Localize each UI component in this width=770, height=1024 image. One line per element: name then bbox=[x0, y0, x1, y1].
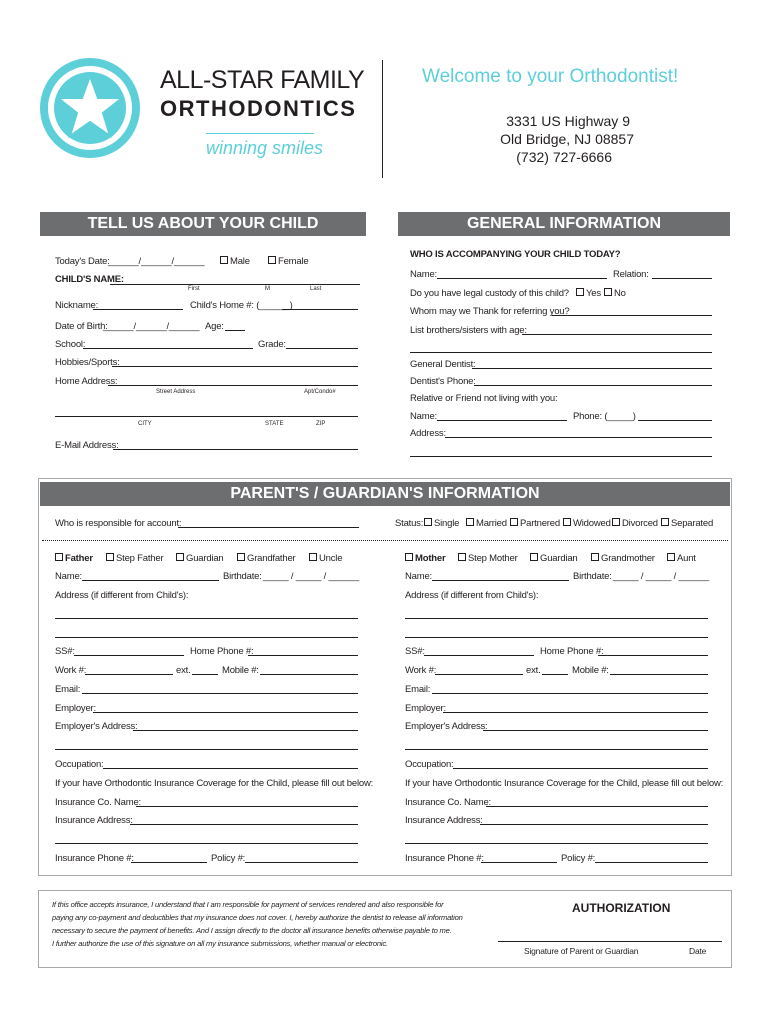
child-section-header: TELL US ABOUT YOUR CHILD bbox=[40, 212, 366, 236]
right-insurance-note: If your have Orthodontic Insurance Coverage for the Child, please fill out below: bbox=[405, 778, 724, 789]
uncle-checkbox[interactable] bbox=[309, 553, 342, 564]
right-occupation-label: Occupation: bbox=[405, 759, 454, 770]
guardian-right-label: Guardian bbox=[540, 553, 578, 564]
childs-name-label: CHILD'S NAME: bbox=[55, 274, 124, 285]
no-label: No bbox=[614, 288, 626, 299]
auth-text-line2: paying any co-payment and deductibles that my insurance does not cover. I, hereby authorize the dentist to release all information bbox=[52, 913, 463, 922]
relation-label: Relation: bbox=[613, 269, 649, 280]
left-occupation-field[interactable] bbox=[103, 768, 358, 769]
left-ext-field[interactable] bbox=[192, 674, 218, 675]
right-address-field-2[interactable] bbox=[405, 637, 708, 638]
relation-field[interactable] bbox=[652, 278, 712, 279]
right-policy-label: Policy #: bbox=[561, 853, 596, 864]
responsible-label: Who is responsible for account: bbox=[55, 518, 182, 529]
right-work-field[interactable] bbox=[435, 674, 523, 675]
dob-field[interactable]: ______/______/______ bbox=[103, 321, 200, 332]
office-phone: (732) 727-6666 bbox=[516, 149, 612, 165]
right-employer-address-field-2[interactable] bbox=[405, 749, 708, 750]
guardian-left-label: Guardian bbox=[186, 553, 224, 564]
signature-field[interactable] bbox=[498, 941, 722, 942]
left-mobile-label: Mobile #: bbox=[222, 665, 259, 676]
left-insurance-name-label: Insurance Co. Name: bbox=[55, 797, 141, 808]
left-email-field[interactable] bbox=[82, 693, 358, 694]
left-employer-address-field-2[interactable] bbox=[55, 749, 358, 750]
email-label: E-Mail Address: bbox=[55, 440, 119, 451]
welcome-title: Welcome to your Orthodontist! bbox=[422, 66, 679, 87]
brand-tagline: winning smiles bbox=[206, 138, 324, 158]
header-vertical-divider bbox=[382, 60, 383, 178]
star-circle-icon bbox=[40, 58, 140, 158]
relative-address-field-2[interactable] bbox=[410, 456, 712, 457]
right-ss-label: SS#: bbox=[405, 646, 425, 657]
signature-label: Signature of Parent or Guardian bbox=[524, 946, 639, 956]
yes-label: Yes bbox=[586, 288, 601, 299]
auth-text-line3: necessary to secure the payment of benefits. And I assign directly to the doctor all insurance benefits otherwise payable to me. bbox=[52, 926, 452, 935]
left-insurance-address-label: Insurance Address: bbox=[55, 815, 133, 826]
uncle-label: Uncle bbox=[319, 553, 343, 564]
auth-text-line4: I further authorize the use of this signature on all my insurance submissions, whether manual or electronic. bbox=[52, 939, 388, 948]
left-address-field[interactable] bbox=[55, 618, 358, 619]
status-single-label: Single bbox=[434, 518, 460, 529]
zip-hint: ZIP bbox=[316, 421, 326, 427]
right-address-label: Address (if different from Child's): bbox=[405, 590, 539, 601]
office-address2: Old Bridge, NJ 08857 bbox=[500, 131, 634, 147]
left-ss-field[interactable] bbox=[74, 655, 184, 656]
city-state-zip-field[interactable] bbox=[55, 416, 358, 417]
email-field[interactable] bbox=[113, 449, 358, 450]
left-insurance-phone-label: Insurance Phone #: bbox=[55, 853, 134, 864]
status-label: Status: bbox=[395, 518, 424, 529]
auth-text-line1: If this office accepts insurance, I understand that I am responsible for payment of services rendered and also responsible for bbox=[52, 900, 444, 909]
apt-hint: Apt/Condo# bbox=[304, 389, 336, 395]
middle-initial-hint: M bbox=[265, 286, 270, 292]
left-occupation-label: Occupation: bbox=[55, 759, 104, 770]
right-insurance-phone-label: Insurance Phone #: bbox=[405, 853, 484, 864]
relative-name-label: Name: bbox=[410, 411, 437, 422]
referring-label: Whom may we Thank for referring you? bbox=[410, 306, 570, 317]
right-insurance-address-field[interactable] bbox=[480, 824, 708, 825]
right-occupation-field[interactable] bbox=[453, 768, 708, 769]
left-employer-field[interactable] bbox=[93, 712, 358, 713]
dentist-phone-field[interactable] bbox=[474, 385, 712, 386]
father-label: Father bbox=[65, 553, 93, 564]
right-work-label: Work #: bbox=[405, 665, 437, 676]
left-insurance-note: If your have Orthodontic Insurance Coverage for the Child, please fill out below: bbox=[55, 778, 374, 789]
right-employer-address-field[interactable] bbox=[483, 730, 708, 731]
grandmother-checkbox[interactable] bbox=[591, 553, 655, 564]
brand-name-line1: ALL-STAR FAMILY bbox=[160, 66, 365, 94]
right-insurance-phone-field[interactable] bbox=[481, 862, 557, 863]
status-widowed-label: Widowed bbox=[573, 518, 611, 529]
date-label: Date bbox=[689, 946, 707, 956]
status-single-checkbox[interactable] bbox=[424, 518, 459, 529]
grandfather-checkbox[interactable] bbox=[237, 553, 296, 564]
left-ext-label: ext. bbox=[176, 665, 191, 676]
city-hint: CITY bbox=[138, 421, 152, 427]
left-work-field[interactable] bbox=[85, 674, 173, 675]
relative-label: Relative or Friend not living with you: bbox=[410, 393, 558, 404]
left-policy-label: Policy #: bbox=[211, 853, 246, 864]
hobbies-field[interactable] bbox=[112, 366, 358, 367]
left-employer-label: Employer: bbox=[55, 703, 96, 714]
right-email-label: Email: bbox=[405, 684, 431, 695]
relative-phone-field[interactable] bbox=[638, 420, 712, 421]
right-email-field[interactable] bbox=[432, 693, 708, 694]
siblings-field[interactable] bbox=[522, 334, 712, 335]
left-birthdate-field[interactable]: _____ / _____ / ______ bbox=[263, 571, 359, 582]
grade-label: Grade: bbox=[258, 339, 286, 350]
last-name-hint: Last bbox=[310, 286, 322, 292]
right-name-field[interactable] bbox=[432, 580, 569, 581]
dentist-phone-label: Dentist's Phone: bbox=[410, 376, 476, 387]
custody-yes-checkbox[interactable] bbox=[576, 288, 601, 299]
left-address-field-2[interactable] bbox=[55, 637, 358, 638]
custody-label: Do you have legal custody of this child? bbox=[410, 288, 569, 299]
left-employer-address-label: Employer's Address: bbox=[55, 721, 138, 732]
right-employer-field[interactable] bbox=[443, 712, 708, 713]
left-name-label: Name: bbox=[55, 571, 82, 582]
status-partnered-label: Partnered bbox=[520, 518, 560, 529]
status-married-checkbox[interactable] bbox=[466, 518, 507, 529]
right-insurance-address-field-2[interactable] bbox=[405, 843, 708, 844]
school-label: School: bbox=[55, 339, 86, 350]
dob-label: Date of Birth: bbox=[55, 321, 108, 332]
mother-label: Mother bbox=[415, 553, 446, 564]
mother-checkbox[interactable] bbox=[405, 553, 445, 564]
authorization-text bbox=[52, 898, 492, 950]
dotted-divider bbox=[42, 540, 728, 541]
status-partnered-checkbox[interactable] bbox=[510, 518, 560, 529]
step-father-label: Step Father bbox=[116, 553, 164, 564]
right-birthdate-label: Birthdate: bbox=[573, 571, 612, 582]
left-home-phone-field[interactable] bbox=[248, 655, 358, 656]
right-mobile-field[interactable] bbox=[610, 674, 708, 675]
grade-field[interactable] bbox=[286, 348, 358, 349]
office-address1: 3331 US Highway 9 bbox=[506, 113, 630, 129]
school-field[interactable] bbox=[83, 348, 253, 349]
custody-no-checkbox[interactable] bbox=[604, 288, 626, 299]
male-label: Male bbox=[230, 256, 250, 267]
accomp-name-label: Name: bbox=[410, 269, 437, 280]
responsible-field[interactable] bbox=[178, 527, 359, 528]
left-insurance-address-field-2[interactable] bbox=[55, 843, 358, 844]
accomp-name-field[interactable] bbox=[437, 278, 607, 279]
left-name-field[interactable] bbox=[82, 580, 219, 581]
left-policy-field[interactable] bbox=[245, 862, 358, 863]
right-ext-label: ext. bbox=[526, 665, 541, 676]
siblings-label: List brothers/sisters with age: bbox=[410, 325, 527, 336]
left-address-label: Address (if different from Child's): bbox=[55, 590, 189, 601]
first-name-hint: First bbox=[188, 286, 200, 292]
aunt-checkbox[interactable] bbox=[667, 553, 696, 564]
right-ss-field[interactable] bbox=[424, 655, 534, 656]
left-employer-address-field[interactable] bbox=[133, 730, 358, 731]
left-insurance-name-field[interactable] bbox=[136, 806, 358, 807]
todays-date-field[interactable]: ______/______/______ bbox=[108, 256, 205, 267]
status-married-label: Married bbox=[476, 518, 507, 529]
left-email-label: Email: bbox=[55, 684, 81, 695]
left-mobile-field[interactable] bbox=[260, 674, 358, 675]
status-divorced-label: Divorced bbox=[622, 518, 658, 529]
left-insurance-phone-field[interactable] bbox=[131, 862, 207, 863]
male-checkbox[interactable] bbox=[220, 256, 250, 267]
step-father-checkbox[interactable] bbox=[106, 553, 163, 564]
step-mother-checkbox[interactable] bbox=[458, 553, 518, 564]
nickname-label: Nickname: bbox=[55, 300, 99, 311]
street-address-hint: Street Address bbox=[156, 389, 196, 395]
status-divorced-checkbox[interactable] bbox=[612, 518, 658, 529]
right-insurance-name-field[interactable] bbox=[486, 806, 708, 807]
childs-name-field[interactable] bbox=[110, 284, 360, 285]
female-label: Female bbox=[278, 256, 309, 267]
left-ss-label: SS#: bbox=[55, 646, 75, 657]
father-checkbox[interactable] bbox=[55, 553, 93, 564]
relative-phone-label: Phone: (_____) bbox=[573, 411, 636, 422]
status-widowed-checkbox[interactable] bbox=[563, 518, 611, 529]
general-section-header: GENERAL INFORMATION bbox=[398, 212, 730, 236]
guardian-panel bbox=[38, 478, 732, 876]
female-checkbox[interactable] bbox=[268, 256, 308, 267]
child-home-phone-label: Child's Home #: (______) bbox=[190, 300, 293, 311]
right-home-phone-label: Home Phone #: bbox=[540, 646, 604, 657]
guardian-left-checkbox[interactable] bbox=[176, 553, 223, 564]
accompanying-heading: WHO IS ACCOMPANYING YOUR CHILD TODAY? bbox=[410, 249, 621, 260]
right-mobile-label: Mobile #: bbox=[572, 665, 609, 676]
right-insurance-name-label: Insurance Co. Name: bbox=[405, 797, 491, 808]
guardian-section-header: PARENT'S / GUARDIAN'S INFORMATION bbox=[40, 482, 730, 506]
brand-divider bbox=[206, 133, 314, 134]
age-field[interactable] bbox=[225, 330, 245, 331]
right-birthdate-field[interactable]: _____ / _____ / ______ bbox=[613, 571, 709, 582]
home-address-field[interactable] bbox=[108, 385, 358, 386]
right-employer-label: Employer: bbox=[405, 703, 446, 714]
grandfather-label: Grandfather bbox=[247, 553, 296, 564]
brand-name-line2: ORTHODONTICS bbox=[160, 96, 357, 121]
right-ext-field[interactable] bbox=[542, 674, 568, 675]
home-address-label: Home Address: bbox=[55, 376, 118, 387]
age-label: Age: bbox=[205, 321, 224, 332]
grandmother-label: Grandmother bbox=[601, 553, 655, 564]
step-mother-label: Step Mother bbox=[468, 553, 518, 564]
right-policy-field[interactable] bbox=[595, 862, 708, 863]
siblings-field-2[interactable] bbox=[410, 352, 712, 353]
dentist-label: General Dentist: bbox=[410, 359, 476, 370]
guardian-right-checkbox[interactable] bbox=[530, 553, 577, 564]
referring-field[interactable] bbox=[552, 315, 712, 316]
left-work-label: Work #: bbox=[55, 665, 87, 676]
dentist-field[interactable] bbox=[472, 368, 712, 369]
hobbies-label: Hobbies/Sports: bbox=[55, 357, 120, 368]
right-employer-address-label: Employer's Address: bbox=[405, 721, 488, 732]
relative-address-label: Address: bbox=[410, 428, 446, 439]
left-home-phone-label: Home Phone #: bbox=[190, 646, 254, 657]
nickname-field[interactable] bbox=[93, 309, 183, 310]
right-name-label: Name: bbox=[405, 571, 432, 582]
left-birthdate-label: Birthdate: bbox=[223, 571, 262, 582]
left-insurance-address-field[interactable] bbox=[130, 824, 358, 825]
state-hint: STATE bbox=[265, 421, 284, 427]
status-separated-checkbox[interactable] bbox=[661, 518, 713, 529]
child-home-phone-field[interactable] bbox=[282, 309, 358, 310]
relative-name-field[interactable] bbox=[437, 420, 567, 421]
right-home-phone-field[interactable] bbox=[598, 655, 708, 656]
authorization-heading: AUTHORIZATION bbox=[572, 901, 671, 915]
relative-address-field[interactable] bbox=[445, 437, 712, 438]
logo bbox=[40, 58, 140, 158]
right-insurance-address-label: Insurance Address: bbox=[405, 815, 483, 826]
aunt-label: Aunt bbox=[677, 553, 696, 564]
right-address-field[interactable] bbox=[405, 618, 708, 619]
status-separated-label: Separated bbox=[671, 518, 714, 529]
todays-date-label: Today's Date: bbox=[55, 256, 110, 267]
